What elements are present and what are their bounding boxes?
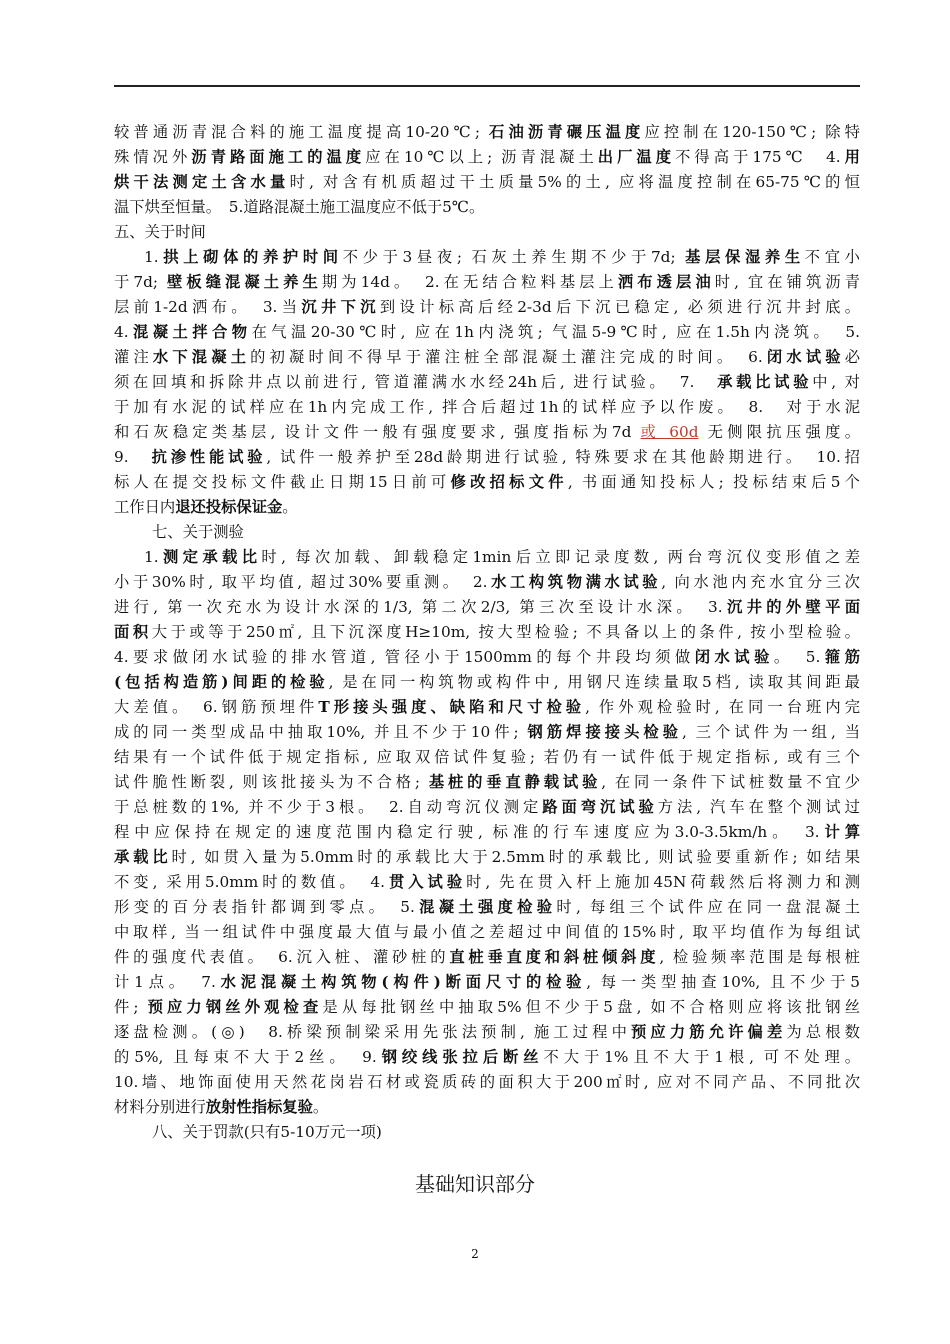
text-line: 4.混凝土拌合物在气温20-30℃时, 应在1h内浇筑; 气温5-9℃时, 应在1.5h内浇筑。 5. bbox=[114, 323, 860, 341]
text-line: 逐盘检测。(◎) 8.桥梁预制梁采用先张法预制, 施工过程中预应力筋允许偏差为总根数 bbox=[114, 1023, 860, 1041]
text-line: 件的强度代表值。 6.沉入桩、灌砂桩的直桩垂直度和斜桩倾斜度, 检验频率范围是每根桩 bbox=[114, 948, 860, 966]
text-line: 试件脆性断裂, 则该批接头为不合格; 基桩的垂直静载试验, 在同一条件下试桩数量不宜少 bbox=[114, 773, 860, 791]
text-line: 1.测定承载比时, 每次加载、卸载稳定1min后立即记录度数, 两台弯沉仪变形值之差 bbox=[144, 548, 860, 566]
text-line: 八、关于罚款(只有5-10万元一项) bbox=[152, 1123, 382, 1141]
text-line: 1.拱上砌体的养护时间不少于3昼夜; 石灰土养生期不少于7d; 基层保湿养生不宜小 bbox=[144, 248, 860, 266]
text-line: 须在回填和拆除井点以前进行, 管道灌满水水经24h后, 进行试验。 7. 承载比试验中, 对 bbox=[114, 373, 860, 391]
text-line: 的5%, 且每束不大于2丝。 9.钢绞线张拉后断丝不大于1%且不大于1根, 可不处理。 bbox=[114, 1048, 860, 1066]
section-title: 基础知识部分 bbox=[415, 1172, 535, 1196]
text-line: 于总桩数的1%, 并不少于3根。 2.自动弯沉仪测定路面弯沉试验方法, 汽车在整个测试过 bbox=[114, 798, 860, 816]
text-line: 大差值。 6.钢筋预埋件T形接头强度、缺陷和尺寸检验, 作外观检验时, 在同一台班内完 bbox=[114, 698, 860, 716]
text-line: 灌注水下混凝土的初凝时间不得早于灌注桩全部混凝土灌注完成的时间。 6.闭水试验必 bbox=[114, 348, 860, 366]
document-body bbox=[114, 120, 860, 1145]
text-line: 形变的百分表指针都调到零点。 5.混凝土强度检验时, 每组三个试件应在同一盘混凝土 bbox=[114, 898, 860, 916]
text-line: 烘干法测定土含水量时, 对含有机质超过干土质量5%的土, 应将温度控制在65-75℃的恒 bbox=[114, 173, 860, 191]
text-line: 9. 抗渗性能试验, 试件一般养护至28d龄期进行试验, 特殊要求在其他龄期进行。 10.招 bbox=[114, 448, 860, 466]
text-line: 计1点。 7.水泥混凝土构筑物(构件)断面尺寸的检验, 每一类型抽查10%, 且不少于5 bbox=[114, 973, 860, 991]
page-number: 2 bbox=[471, 1247, 479, 1261]
text-line: 承载比时, 如贯入量为5.0mm时的承载比大于2.5mm时的承载比, 则试验要重新作; 如结果 bbox=[114, 848, 860, 866]
text-line: 结果有一个试件低于规定指标, 应取双倍试件复验; 若仍有一试件低于规定指标, 或有三个 bbox=[114, 748, 860, 766]
text-line: 4.要求做闭水试验的排水管道, 管径小于1500mm的每个井段均须做闭水试验。 5.箍筋 bbox=[114, 648, 860, 666]
text-line: 件; 预应力钢丝外观检查是从每批钢丝中抽取5%但不少于5盘, 如不合格则应将该批钢丝 bbox=[114, 998, 860, 1016]
text-line: (包括构造筋)间距的检验, 是在同一构筑物或构件中, 用钢尺连续量取5档, 读取其间距最 bbox=[114, 673, 860, 691]
text-line: 中取样, 当一组试件中强度最大值与最小值之差超过中间值的15%时, 取平均值作为每组试 bbox=[114, 923, 860, 941]
text-line: 程中应保持在规定的速度范围内稳定行驶, 标准的行车速度应为3.0-3.5km/h。 3.计算 bbox=[114, 823, 860, 841]
text-line: 10.墙、地饰面使用天然花岗岩石材或瓷质砖的面积大于200㎡时, 应对不同产品、不同批次 bbox=[114, 1073, 860, 1091]
header-rule bbox=[114, 85, 860, 87]
text-line: 工作日内退还投标保证金。 bbox=[114, 498, 298, 516]
text-line: 于7d; 壁板缝混凝土养生期为14d。 2.在无结合粒料基层上洒布透层油时, 宜在铺筑沥青 bbox=[114, 273, 860, 291]
text-line: 不变, 采用5.0mm时的数值。 4.贯入试验时, 先在贯入杆上施加45N荷载然后将测力和测 bbox=[114, 873, 860, 891]
text-line: 温下烘至恒量。 5.道路混凝土施工温度应不低于5℃。 bbox=[114, 198, 485, 216]
text-line: 成的同一类型成品中抽取10%, 并且不少于10件; 钢筋焊接接头检验, 三个试件为一组, 当 bbox=[114, 723, 860, 741]
text-line: 材料分别进行放射性指标复验。 bbox=[114, 1098, 329, 1116]
text-line: 五、关于时间 bbox=[114, 223, 206, 241]
text-line: 层前1-2d洒布。 3.当沉井下沉到设计标高后经2-3d后下沉已稳定, 必须进行沉井封底。 bbox=[114, 298, 860, 316]
text-line: 面积大于或等于250㎡, 且下沉深度H≥10m, 按大型检验; 不具备以上的条件, 按小型检验。 bbox=[114, 623, 860, 641]
text-line: 标人在提交投标文件截止日期15日前可修改招标文件, 书面通知投标人; 投标结束后5个 bbox=[114, 473, 860, 491]
text-line: 和石灰稳定类基层, 设计文件一般有强度要求, 强度指标为7d 或 60d 无侧限抗压强度。 bbox=[114, 423, 860, 441]
text-line: 进行, 第一次充水为设计水深的1/3, 第二次2/3, 第三次至设计水深。 3.沉井的外壁平面 bbox=[114, 598, 860, 616]
text-line: 殊情况外沥青路面施工的温度应在10℃以上; 沥青混凝土出厂温度不得高于175℃ 4.用 bbox=[114, 148, 860, 166]
text-line: 七、关于测验 bbox=[152, 523, 244, 541]
text-line: 小于30%时, 取平均值, 超过30%要重测。 2.水工构筑物满水试验, 向水池内充水宜分三次 bbox=[114, 573, 860, 591]
text-line: 较普通沥青混合料的施工温度提高10-20℃; 石油沥青碾压温度应控制在120-150℃; 除特 bbox=[114, 123, 860, 141]
text-line: 于加有水泥的试样应在1h内完成工作, 拌合后超过1h的试样应予以作废。 8. 对于水泥 bbox=[114, 398, 860, 416]
